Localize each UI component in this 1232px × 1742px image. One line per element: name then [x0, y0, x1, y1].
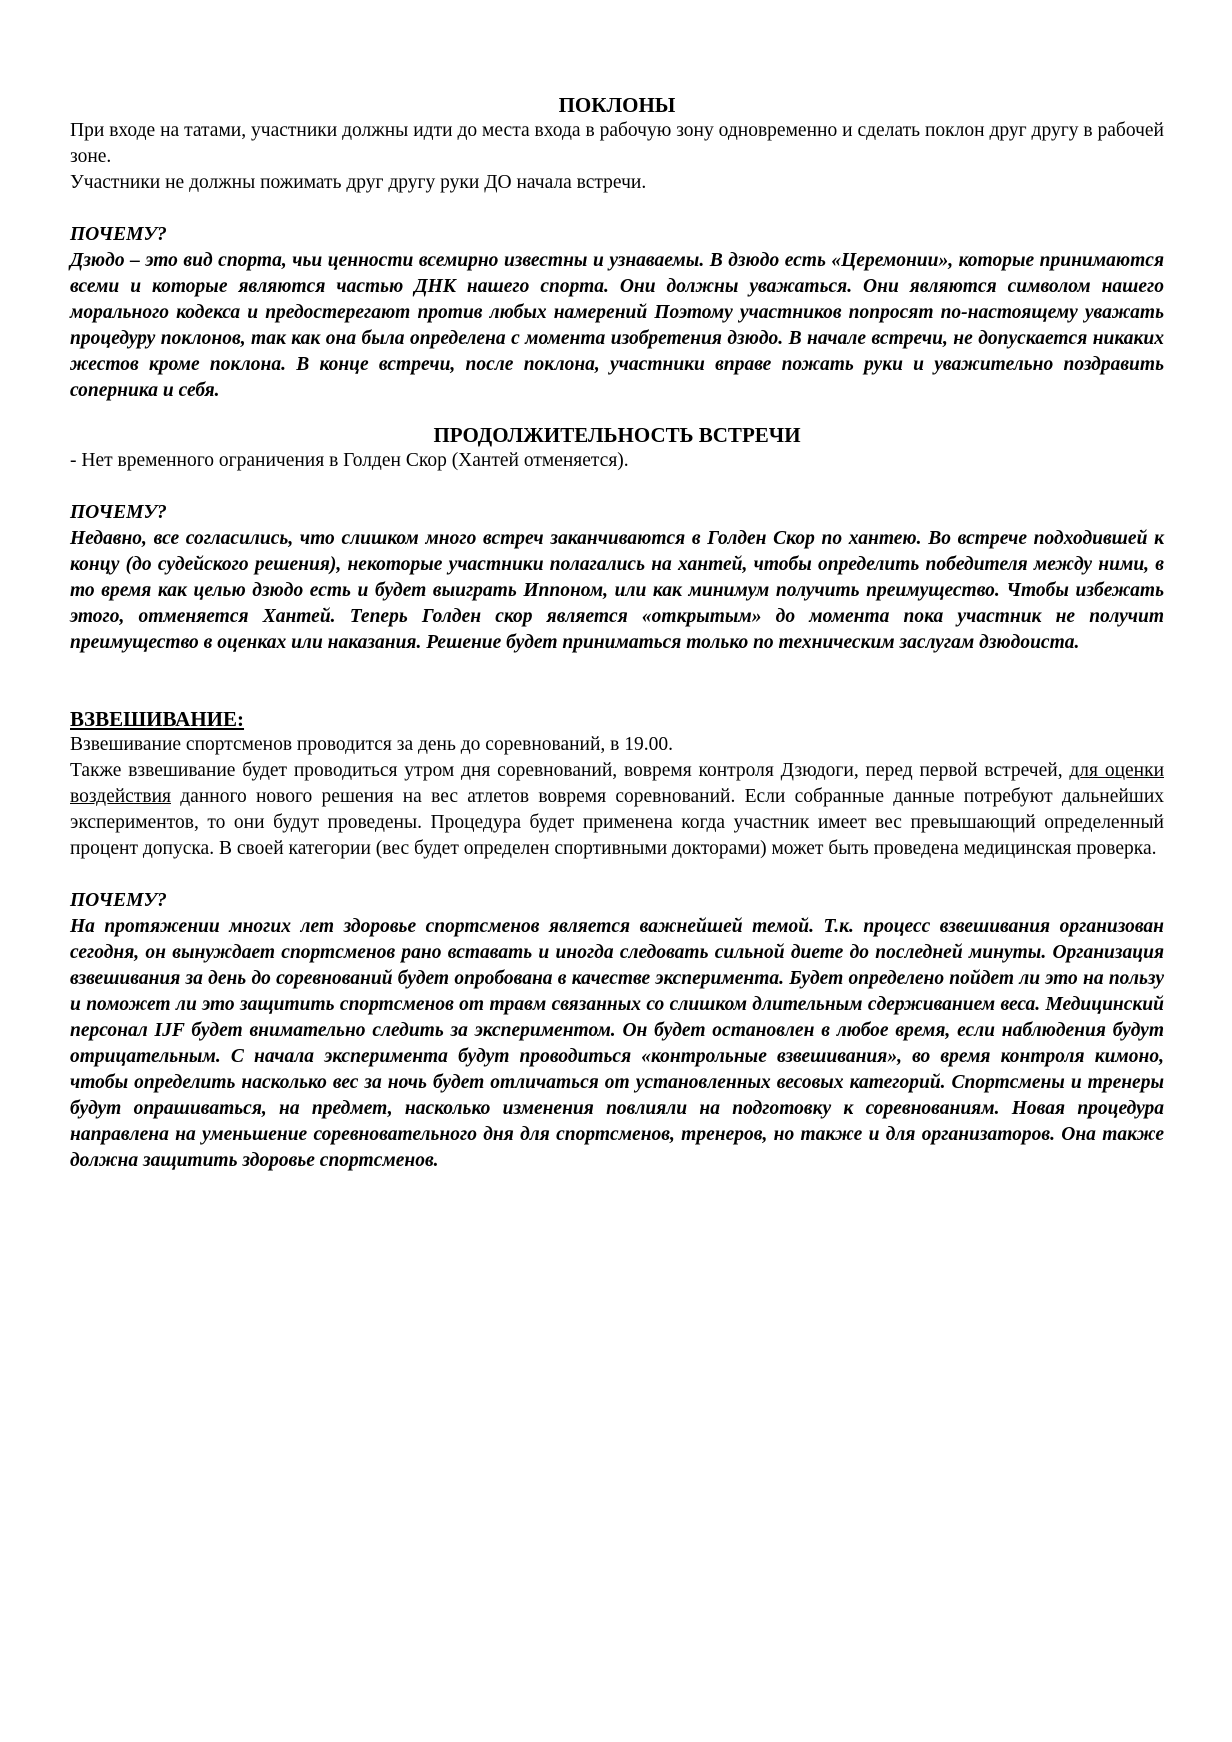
section-title-bows: ПОКЛОНЫ — [558, 93, 676, 117]
weighing-time: Взвешивание спортсменов проводится за день до соревнований, в 19.00. — [70, 734, 673, 755]
section-title-weighing: ВЗВЕШИВАНИЕ: — [70, 707, 245, 731]
why-text-weighing: На протяжении многих лет здоровье спортсменов является важнейшей темой. Т.к. процесс взвешивания организован сегодня, он вынуждает спортсменов рано вставать и иногда следовать сильной диете до последней минуты. Организация взвешивания за день до соревнований будет опробована в качестве эксперимента. Будет определено пойдет ли это на пользу и поможет ли это защитить спортсменов от травм связанных со слишком длительным сдерживанием веса. Медицинский персонал IJF будет внимательно следить за экспериментом. Он будет остановлен в любое время, если наблюдения будут отрицательным. С начала эксперимента будут проводиться «контрольные взвешивания», во время контроля кимоно, чтобы определить насколько вес за ночь будет отличаться от установленных весовых категорий. Спортсмены и тренеры будут опрашиваться, на предмет, насколько изменения повлияли на подготовку к соревнованиям. Новая процедура направлена на уменьшение соревновательного дня для спортсменов, тренеров, но также и для организаторов. Она также должна защитить здоровье спортсменов. — [70, 916, 1164, 1171]
bows-rule-handshake: Участники не должны пожимать друг другу руки ДО начала встречи. — [70, 172, 647, 193]
spacer — [70, 196, 1164, 222]
why-text-bows: Дзюдо – это вид спорта, чьи ценности всемирно известны и узнаваемы. В дзюдо есть «Церемонии», которые принимаются всеми и которые являются частью ДНК нашего спорта. Они должны уважаться. Они являются символом нашего морального кодекса и предостерегают против любых намерений Поэтому участников попросят по-настоящему уважать процедуру поклонов, так как она была определена с момента изобретения дзюдо. В начале встречи, не допускается никаких жестов кроме поклона. В конце встречи, после поклона, участники вправе пожать руки и уважительно поздравить соперника и себя. — [70, 250, 1164, 401]
section-title-duration: ПРОДОЛЖИТЕЛЬНОСТЬ ВСТРЕЧИ — [433, 423, 801, 447]
why-text-duration: Недавно, все согласились, что слишком много встреч заканчиваются в Голден Скор по хантею. Во встрече подходившей к концу (до судейского решения), некоторые участники полагались на хантей, чтобы определить победителя между ними, в то время как целью дзюдо есть и будет выиграть Иппоном, или как минимум получить преимущество. Чтобы избежать этого, отменяется Хантей. Теперь Голден скор является «открытым» до момента пока участник не получит преимущество в оценках или наказания. Решение будет приниматься только по техническим заслугам дзюдоиста. — [70, 528, 1164, 653]
weighing-procedure — [70, 758, 1164, 862]
weighing-procedure-end: данного нового решения на вес атлетов вовремя соревнований. Если собранные данные потребуют дальнейших экспериментов, то они будут проведены. Процедура будет применена когда участник имеет вес превышающий определенный процент допуска. В своей категории (вес будет определен спортивными докторами) может быть проведена медицинская проверка. — [70, 786, 1164, 859]
why-label-bows: ПОЧЕМУ? — [70, 224, 167, 245]
spacer — [70, 404, 1164, 422]
weighing-procedure-start: Также взвешивание будет проводиться утром дня соревнований, вовремя контроля Дзюдоги, перед первой встречей, — [70, 760, 1070, 781]
why-label-duration: ПОЧЕМУ? — [70, 502, 167, 523]
spacer — [70, 656, 1164, 706]
why-label-weighing: ПОЧЕМУ? — [70, 890, 167, 911]
bows-rule-paragraph: При входе на татами, участники должны идти до места входа в рабочую зону одновременно и сделать поклон друг другу в рабочей зоне. — [70, 120, 1164, 167]
spacer — [70, 862, 1164, 888]
duration-rule: - Нет временного ограничения в Голден Скор (Хантей отменяется). — [70, 450, 629, 471]
spacer — [70, 474, 1164, 500]
weighing-procedure-underlined: для оценки воздействия — [70, 760, 1164, 807]
